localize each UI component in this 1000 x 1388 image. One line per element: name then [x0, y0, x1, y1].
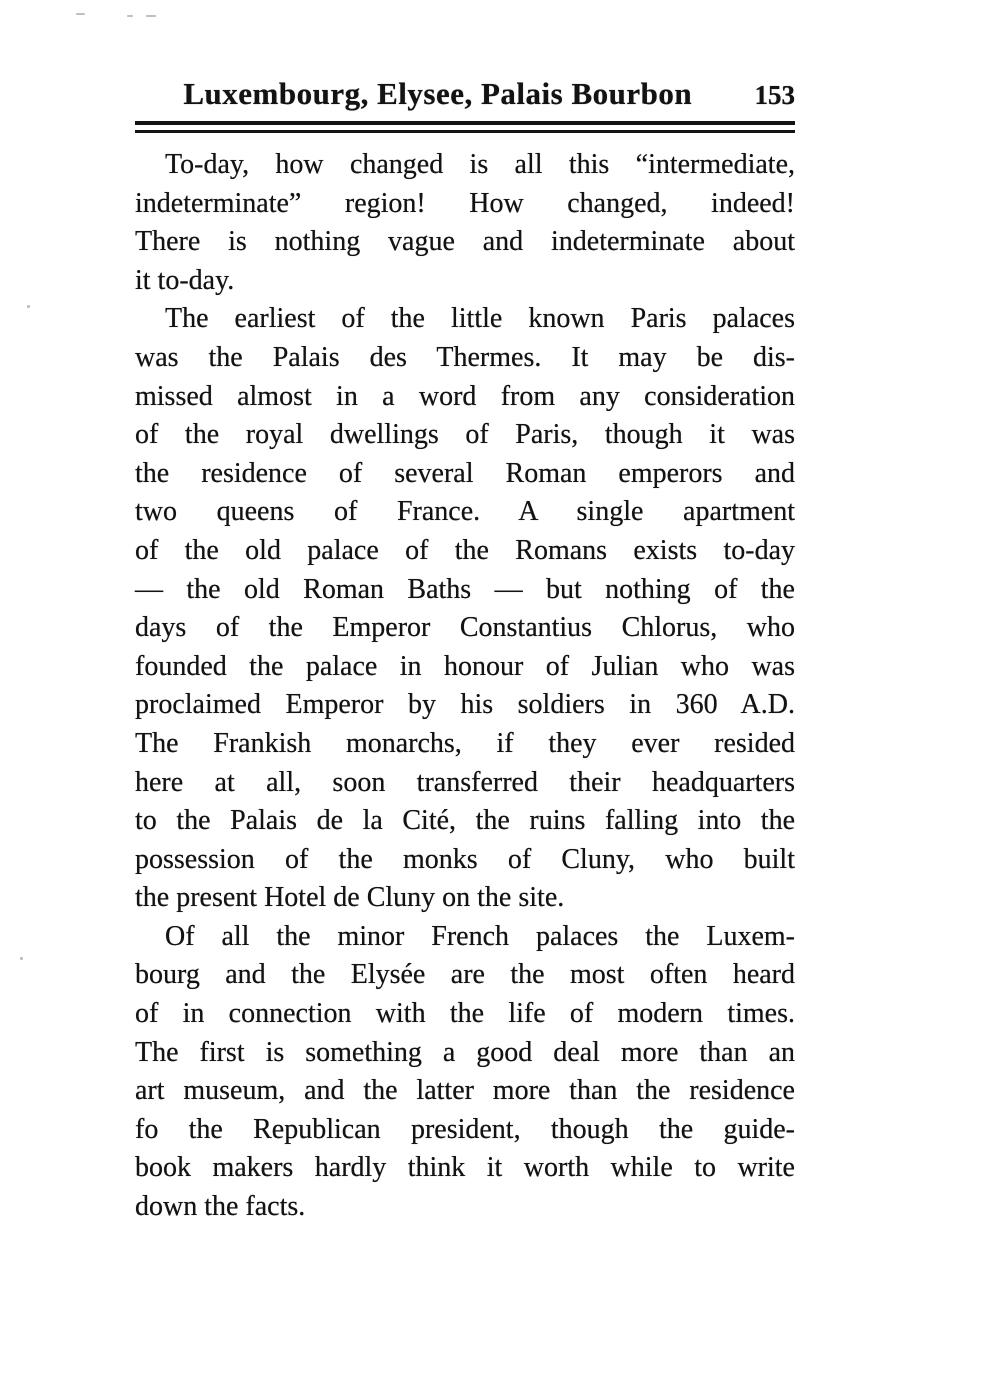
text-line: proclaimed Emperor by his soldiers in 360 A.D. [135, 689, 795, 721]
text-line: To-day, how changed is all this “intermediate, [165, 149, 795, 180]
text-line: bourg and the Elysée are the most often heard [135, 959, 795, 991]
text-line: The first is something a good deal more than an [135, 1036, 795, 1068]
header-double-rule [135, 121, 795, 133]
text-line: down the facts. [135, 1191, 306, 1223]
scan-artifact [20, 957, 23, 960]
text-line: it to-day. [135, 264, 235, 296]
text-line: — the old Roman Baths — but nothing of the [135, 573, 795, 605]
text-line: The earliest of the little known Paris palaces [165, 303, 795, 335]
paragraph [135, 918, 795, 1227]
text-line: There is nothing vague and indeterminate about [135, 226, 795, 258]
scan-artifact [146, 15, 156, 17]
text-line: two queens of France. A single apartment [135, 496, 795, 528]
page-content [135, 76, 795, 1227]
running-head-title: Luxembourg, Elysee, Palais Bourbon [183, 76, 693, 111]
text-line: missed almost in a word from any consideration [135, 380, 795, 412]
text-line: was the Palais des Thermes. It may be dis- [135, 341, 795, 373]
text-line: The Frankish monarchs, if they ever resided [135, 727, 795, 759]
text-line: book makers hardly think it worth while to write [135, 1152, 795, 1184]
text-line: the residence of several Roman emperors and [135, 457, 795, 489]
scan-artifact [127, 15, 133, 17]
text-line: possession of the monks of Cluny, who built [135, 843, 795, 875]
text-line: days of the Emperor Constantius Chlorus, who [135, 612, 795, 644]
paragraph [135, 300, 795, 918]
text-line: of in connection with the life of modern times. [135, 998, 795, 1030]
text-line: indeterminate” region! How changed, indeed! [135, 187, 795, 219]
paragraph [135, 146, 795, 300]
text-line: art museum, and the latter more than the residence [135, 1075, 795, 1107]
text-line: of the old palace of the Romans exists to-day [135, 534, 795, 566]
scan-artifact [76, 13, 85, 15]
text-line: here at all, soon transferred their headquarters [135, 766, 795, 798]
text-line: fo the Republican president, though the guide- [135, 1113, 795, 1145]
page-number: 153 [754, 80, 795, 110]
text-line: the present Hotel de Cluny on the site. [135, 882, 565, 914]
text-line: to the Palais de la Cité, the ruins falling into the [135, 805, 795, 837]
text-line: founded the palace in honour of Julian who was [135, 650, 795, 682]
text-line: Of all the minor French palaces the Luxem- [165, 920, 795, 952]
running-head [135, 76, 795, 112]
text-line: of the royal dwellings of Paris, though it was [135, 419, 795, 451]
scan-artifact [27, 305, 30, 308]
page-body [135, 146, 795, 1227]
